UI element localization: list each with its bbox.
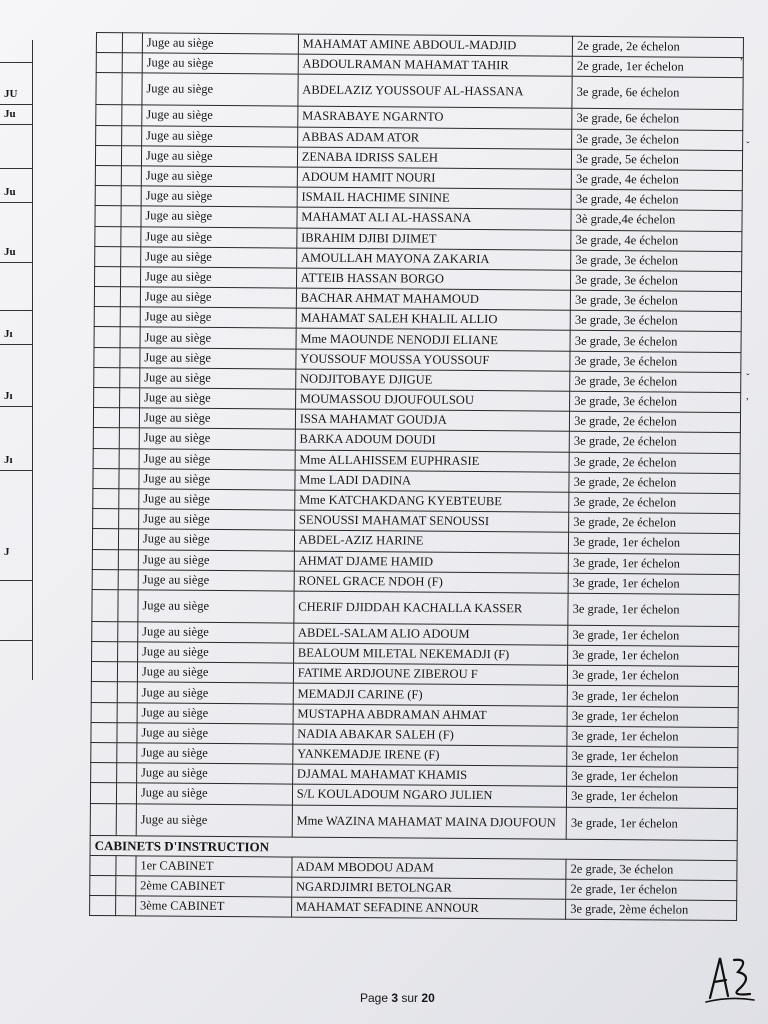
sub-cell: [116, 803, 137, 835]
index-cell: [91, 702, 117, 722]
role-cell: Juge au siège: [140, 287, 296, 308]
table-body: [90, 33, 743, 841]
edge-label: Ju: [4, 246, 16, 258]
sub-cell: [117, 622, 137, 642]
grade-cell: 3è grade,4e échelon: [571, 210, 742, 232]
grade-cell: 3e grade, 3e échelon: [570, 331, 741, 353]
page-number: 3: [391, 991, 399, 1005]
index-cell: [90, 896, 116, 916]
grade-cell: 3e grade, 4e échelon: [571, 169, 742, 191]
role-cell: Juge au siège: [141, 226, 297, 247]
index-cell: [93, 448, 119, 468]
role-cell: Juge au siège: [139, 489, 295, 510]
grade-cell: 2e grade, 1er échelon: [572, 56, 743, 78]
index-cell: [96, 125, 122, 145]
role-cell: Juge au siège: [141, 186, 297, 207]
name-cell: AMOULLAH MAYONA ZAKARIA: [296, 248, 571, 270]
index-cell: [93, 468, 119, 488]
index-cell: [91, 662, 117, 682]
index-cell: [94, 307, 120, 327]
name-cell: MUSTAPHA ABDRAMAN AHMAT: [293, 704, 568, 726]
index-cell: [91, 763, 117, 783]
index-cell: [90, 783, 116, 803]
sub-cell: [117, 590, 138, 622]
grade-cell: 3e grade, 2e échelon: [569, 492, 740, 514]
cabinets-body: [90, 855, 737, 921]
index-cell: [95, 165, 121, 185]
magistrates-table: [89, 32, 744, 921]
name-cell: S/L KOULADOUM NGARO JULIEN: [292, 784, 567, 806]
sub-cell: [118, 549, 138, 569]
name-cell: MAHAMAT SALEH KHALIL ALLIO: [296, 308, 571, 330]
index-cell: [94, 347, 120, 367]
sub-cell: [120, 327, 140, 347]
name-cell: MAHAMAT ALI AL-HASSANA: [297, 207, 572, 229]
grade-cell: 3e grade, 6e échelon: [572, 109, 743, 131]
index-cell: [92, 529, 118, 549]
sub-cell: [119, 428, 139, 448]
index-cell: [95, 186, 121, 206]
role-cell: Juge au siège: [138, 570, 294, 591]
grade-cell: 3e grade, 1er échelon: [568, 593, 739, 626]
grade-cell: 3e grade, 3e échelon: [572, 129, 743, 151]
sub-cell: [115, 855, 135, 875]
margin-mark: ˇ: [746, 140, 750, 152]
sub-cell: [115, 896, 135, 916]
index-cell: [92, 569, 118, 589]
grade-cell: 3e grade, 4e échelon: [571, 230, 742, 252]
role-cell: Juge au siège: [138, 509, 294, 530]
grade-cell: 3e grade, 1er échelon: [567, 726, 738, 748]
grade-cell: 3e grade, 1er échelon: [567, 706, 738, 728]
name-cell: FATIME ARDJOUNE ZIBEROU F: [293, 663, 568, 685]
sub-cell: [121, 145, 141, 165]
grade-cell: 3e grade, 1er échelon: [568, 625, 739, 647]
grade-cell: 3e grade, 1er échelon: [567, 766, 738, 788]
role-cell: Juge au siège: [141, 125, 297, 146]
name-cell: ABDOULRAMAN MAHAMAT TAHIR: [298, 54, 573, 76]
name-cell: Mme WAZINA MAHAMAT MAINA DJOUFOUN: [292, 805, 567, 839]
sub-cell: [121, 166, 141, 186]
role-cell: Juge au siège: [142, 105, 298, 126]
index-cell: [92, 549, 118, 569]
index-cell: [90, 875, 116, 895]
index-cell: [92, 621, 118, 641]
name-cell: NODJITOBAYE DJIGUE: [295, 369, 570, 391]
grade-cell: 2e grade, 3e échelon: [566, 859, 737, 881]
grade-cell: 3e grade, 2ème échelon: [566, 899, 737, 921]
role-cell: Juge au siège: [138, 622, 294, 643]
grade-cell: 3e grade, 1er échelon: [569, 533, 740, 555]
sub-cell: [122, 73, 143, 105]
grade-cell: 3e grade, 5e échelon: [572, 149, 743, 171]
sub-cell: [119, 448, 139, 468]
sub-cell: [119, 388, 139, 408]
sub-cell: [117, 642, 137, 662]
role-cell: Juge au siège: [139, 388, 295, 409]
role-cell: Juge au siège: [136, 783, 292, 804]
role-cell: Juge au siège: [139, 469, 295, 490]
role-cell: Juge au siège: [137, 702, 293, 723]
name-cell: Mme MAOUNDE NENODJI ELIANE: [296, 329, 571, 351]
index-cell: [94, 367, 120, 387]
margin-mark: ,: [746, 390, 749, 402]
sub-cell: [119, 408, 139, 428]
name-cell: MAHAMAT AMINE ABDOUL-MADJID: [298, 34, 573, 56]
index-cell: [92, 589, 118, 621]
sub-cell: [116, 783, 136, 803]
sub-cell: [116, 743, 136, 763]
grade-cell: 3e grade, 2e échelon: [570, 411, 741, 433]
sub-cell: [120, 267, 140, 287]
role-cell: Juge au siège: [142, 73, 298, 106]
role-cell: Juge au siège: [137, 723, 293, 744]
name-cell: Mme KATCHAKDANG KYEBTEUBE: [295, 490, 570, 512]
role-cell: Juge au siège: [142, 33, 298, 54]
index-cell: [94, 327, 120, 347]
role-cell: Juge au siège: [139, 408, 295, 429]
name-cell: ISMAIL HACHIME SININE: [297, 187, 572, 209]
index-cell: [90, 855, 116, 875]
edge-label: Ju: [4, 186, 16, 198]
sub-cell: [121, 206, 141, 226]
grade-cell: 3e grade, 2e échelon: [569, 432, 740, 454]
sub-cell: [117, 702, 137, 722]
edge-label: Ju: [4, 108, 16, 120]
name-cell: ATTEIB HASSAN BORGO: [296, 268, 571, 290]
index-cell: [93, 509, 119, 529]
role-cell: Juge au siège: [141, 247, 297, 268]
grade-cell: 3e grade, 3e échelon: [570, 371, 741, 393]
index-cell: [95, 266, 121, 286]
grade-cell: 2e grade, 2e échelon: [572, 36, 743, 58]
name-cell: BACHAR AHMAT MAHAMOUD: [296, 288, 571, 310]
edge-label: J: [4, 546, 10, 558]
name-cell: MEMADJI CARINE (F): [293, 684, 568, 706]
grade-cell: 2e grade, 1er échelon: [566, 879, 737, 901]
grade-cell: 3e grade, 1er échelon: [567, 787, 738, 809]
name-cell: MOUMASSOU DJOUFOULSOU: [295, 389, 570, 411]
index-cell: [95, 145, 121, 165]
name-cell: NADIA ABAKAR SALEH (F): [293, 724, 568, 746]
name-cell: MASRABAYE NGARNTO: [298, 106, 573, 128]
index-cell: [93, 428, 119, 448]
sub-cell: [119, 347, 139, 367]
name-cell: Mme ALLAHISSEM EUPHRASIE: [295, 450, 570, 472]
grade-cell: 3e grade, 6e échelon: [572, 77, 743, 110]
sub-cell: [121, 105, 141, 125]
index-cell: [94, 287, 120, 307]
role-cell: Juge au siège: [137, 662, 293, 683]
role-cell: Juge au siège: [136, 763, 292, 784]
sub-cell: [118, 489, 138, 509]
index-cell: [93, 488, 119, 508]
grade-cell: 3e grade, 4e échelon: [571, 189, 742, 211]
role-cell: Juge au siège: [137, 642, 293, 663]
role-cell: Juge au siège: [142, 53, 298, 74]
grade-cell: 3e grade, 1er échelon: [568, 665, 739, 687]
sub-cell: [120, 287, 140, 307]
sub-cell: [118, 569, 138, 589]
margin-mark: ˇ: [746, 372, 750, 384]
index-cell: [93, 408, 119, 428]
role-cell: Juge au siège: [140, 327, 296, 348]
role-cell: Juge au siège: [138, 549, 294, 570]
index-cell: [96, 73, 122, 105]
index-cell: [91, 742, 117, 762]
adjacent-page-edge: [0, 40, 33, 680]
sub-cell: [122, 53, 142, 73]
index-cell: [94, 387, 120, 407]
role-cell: Juge au siège: [140, 368, 296, 389]
grade-cell: 3e grade, 1er échelon: [568, 645, 739, 667]
name-cell: ZENABA IDRISS SALEH: [297, 147, 572, 169]
role-cell: Juge au siège: [138, 529, 294, 550]
sub-cell: [120, 307, 140, 327]
name-cell: SENOUSSI MAHAMAT SENOUSSI: [294, 510, 569, 532]
role-cell: Juge au siège: [139, 428, 295, 449]
name-cell: RONEL GRACE NDOH (F): [294, 571, 569, 593]
role-cell: Juge au siège: [136, 803, 292, 836]
grade-cell: 3e grade, 2e échelon: [569, 452, 740, 474]
grade-cell: 3e grade, 1er échelon: [566, 807, 737, 840]
sub-cell: [122, 33, 142, 53]
name-cell: CHERIF DJIDDAH KACHALLA KASSER: [294, 591, 569, 625]
section-title: CABINETS D'INSTRUCTION: [90, 835, 737, 860]
index-cell: [92, 642, 118, 662]
table-row: [90, 803, 737, 840]
sub-cell: [119, 368, 139, 388]
edge-label: Jı: [4, 454, 13, 466]
index-cell: [96, 33, 122, 53]
margin-mark: ,: [740, 50, 743, 62]
index-cell: [95, 246, 121, 266]
grade-cell: 3e grade, 1er échelon: [567, 686, 738, 708]
role-cell: Juge au siège: [141, 146, 297, 167]
name-cell: IBRAHIM DJIBI DJIMET: [297, 228, 572, 250]
sub-cell: [117, 682, 137, 702]
page-footer: Page 3 sur 20: [360, 991, 435, 1005]
name-cell: NGARDJIMRI BETOLNGAR: [291, 877, 566, 899]
role-cell: Juge au siège: [140, 307, 296, 328]
name-cell: AHMAT DJAME HAMID: [294, 551, 569, 573]
sub-cell: [116, 763, 136, 783]
index-cell: [90, 803, 116, 835]
name-cell: ABDEL-AZIZ HARINE: [294, 530, 569, 552]
grade-cell: 3e grade, 3e échelon: [571, 250, 742, 272]
edge-label: Jı: [4, 328, 13, 340]
sub-cell: [115, 876, 135, 896]
sub-cell: [117, 662, 137, 682]
index-cell: [95, 206, 121, 226]
role-cell: Juge au siège: [141, 206, 297, 227]
page-total: 20: [421, 991, 435, 1005]
sub-cell: [121, 125, 141, 145]
sub-cell: [121, 186, 141, 206]
handwritten-initials-signature: [704, 952, 756, 1006]
role-cell: Juge au siège: [140, 267, 296, 288]
sub-cell: [118, 509, 138, 529]
index-cell: [95, 226, 121, 246]
index-cell: [91, 722, 117, 742]
name-cell: ADOUM HAMIT NOURI: [297, 167, 572, 189]
role-cell: 3ème CABINET: [135, 896, 291, 917]
sub-cell: [120, 226, 140, 246]
name-cell: DJAMAL MAHAMAT KHAMIS: [292, 764, 567, 786]
table-row: [90, 896, 737, 921]
role-cell: 2ème CABINET: [136, 876, 292, 897]
name-cell: ADAM MBODOU ADAM: [292, 857, 567, 879]
name-cell: YANKEMADJE IRENE (F): [293, 744, 568, 766]
name-cell: MAHAMAT SEFADINE ANNOUR: [291, 897, 566, 919]
role-cell: Juge au siège: [140, 347, 296, 368]
sub-cell: [119, 468, 139, 488]
grade-cell: 3e grade, 3e échelon: [570, 310, 741, 332]
index-cell: [96, 105, 122, 125]
grade-cell: 3e grade, 1er échelon: [568, 553, 739, 575]
role-cell: Juge au siège: [137, 682, 293, 703]
index-cell: [91, 682, 117, 702]
role-cell: Juge au siège: [141, 166, 297, 187]
grade-cell: 3e grade, 3e échelon: [570, 290, 741, 312]
role-cell: Juge au siège: [138, 590, 294, 623]
index-cell: [96, 53, 122, 73]
sub-cell: [120, 246, 140, 266]
table-row: [92, 589, 739, 626]
name-cell: Mme LADI DADINA: [295, 470, 570, 492]
table-row: [96, 73, 743, 110]
name-cell: ABBAS ADAM ATOR: [297, 127, 572, 149]
name-cell: ABDEL-SALAM ALIO ADOUM: [293, 623, 568, 645]
grade-cell: 3e grade, 1er échelon: [568, 573, 739, 595]
edge-label: JU: [4, 88, 18, 100]
edge-label: Jı: [4, 390, 13, 402]
grade-cell: 3e grade, 1er échelon: [567, 746, 738, 768]
grade-cell: 3e grade, 3e échelon: [571, 270, 742, 292]
grade-cell: 3e grade, 3e échelon: [570, 391, 741, 413]
name-cell: BEALOUM MILETAL NEKEMADJI (F): [293, 643, 568, 665]
sub-cell: [118, 529, 138, 549]
grade-cell: 3e grade, 2e échelon: [569, 512, 740, 534]
name-cell: YOUSSOUF MOUSSA YOUSSOUF: [296, 349, 571, 371]
role-cell: Juge au siège: [137, 743, 293, 764]
sub-cell: [117, 722, 137, 742]
name-cell: ABDELAZIZ YOUSSOUF AL-HASSANA: [298, 74, 573, 108]
name-cell: BARKA ADOUM DOUDI: [295, 429, 570, 451]
grade-cell: 3e grade, 2e échelon: [569, 472, 740, 494]
role-cell: Juge au siège: [139, 448, 295, 469]
grade-cell: 3e grade, 3e échelon: [570, 351, 741, 373]
role-cell: 1er CABINET: [136, 856, 292, 877]
name-cell: ISSA MAHAMAT GOUDJA: [295, 409, 570, 431]
